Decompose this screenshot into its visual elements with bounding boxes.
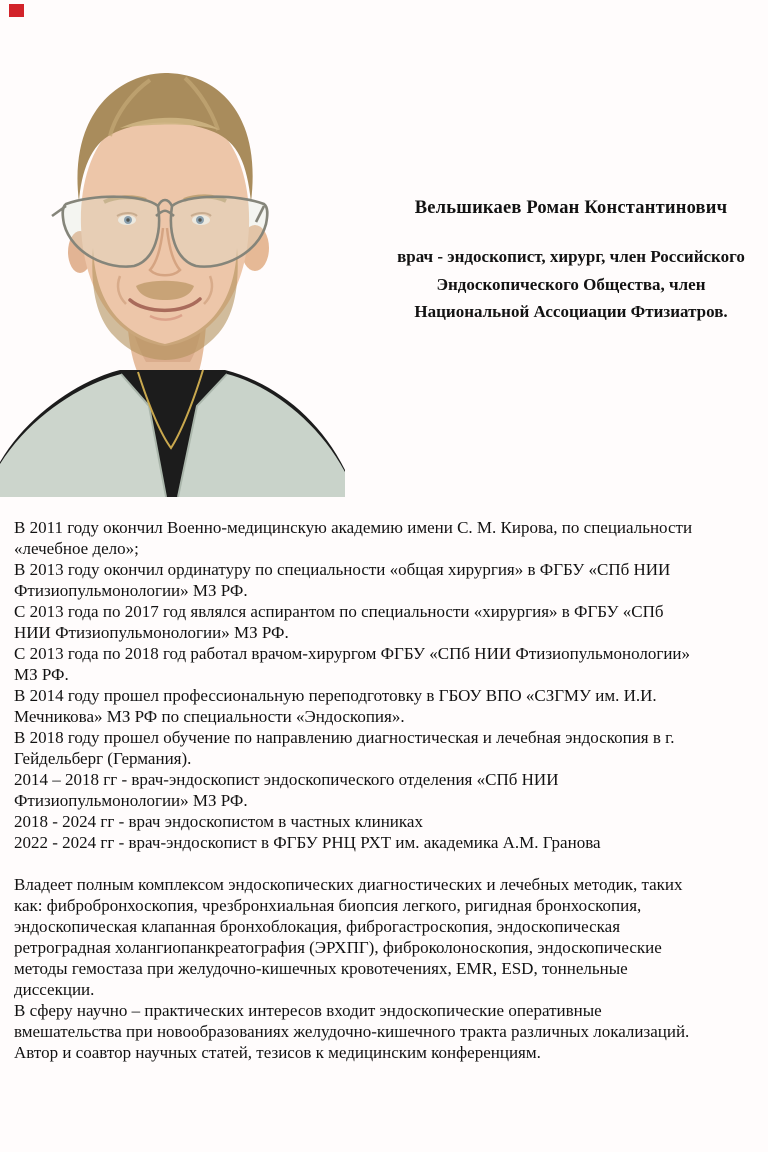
bio-paragraph: 2018 - 2024 гг - врач эндоскопистом в частных клиниках [14, 812, 423, 831]
biography-text [14, 517, 702, 1063]
bio-paragraph: В 2014 году прошел профессиональную переподготовку в ГБОУ ВПО «СЗГМУ им. И.И. Мечникова» МЗ РФ по специальности «Эндоскопия». [14, 686, 657, 726]
bio-paragraph: Владеет полным комплексом эндоскопических диагностических и лечебных методик, таких как: фибробронхоскопия, чрезбронхиальная биопсия легкого, ригидная бронхоскопия, эндоскопическая клапанная бронхоблокация, фиброгастроскопия, эндоскопическая ретроградная холангиопанкреатография (ЭРХПГ), фиброколоноскопия, эндоскопические методы гемостаза при желудочно-кишечных кровотечениях, EMR, ESD, тоннельные диссекции. [14, 875, 683, 999]
bio-paragraph: 2022 - 2024 гг - врач-эндоскопист в ФГБУ РНЦ РХТ им. академика А.М. Гранова [14, 833, 601, 852]
header-block [378, 196, 764, 326]
bio-paragraph: Автор и соавтор научных статей, тезисов к медицинским конференциям. [14, 1043, 541, 1062]
bio-paragraph: В 2018 году прошел обучение по направлению диагностическая и лечебная эндоскопия в г. Гейдельберг (Германия). [14, 728, 675, 768]
bio-paragraph: В 2011 году окончил Военно-медицинскую академию имени С. М. Кирова, по специальности «лечебное дело»; [14, 518, 693, 558]
doctor-portrait-photo [0, 70, 345, 497]
bio-paragraph: В 2013 году окончил ординатуру по специальности «общая хирургия» в ФГБУ «СПб НИИ Фтизиопульмонологии» МЗ РФ. [14, 560, 671, 600]
doctor-title: врач - эндоскопист, хирург, член Российского Эндоскопического Общества, член Национальной Ассоциации Фтизиатров. [397, 247, 745, 321]
doctor-name: Вельшикаев Роман Константинович [414, 198, 728, 218]
bio-paragraph: 2014 – 2018 гг - врач-эндоскопист эндоскопического отделения «СПб НИИ Фтизиопульмонологии» МЗ РФ. [14, 770, 559, 810]
bio-paragraph: С 2013 года по 2018 год работал врачом-хирургом ФГБУ «СПб НИИ Фтизиопульмонологии» МЗ РФ. [14, 644, 691, 684]
red-marker [9, 4, 24, 17]
bio-paragraph: В сферу научно – практических интересов входит эндоскопические оперативные вмешательства при новообразованиях желудочно-кишечного тракта различных локализаций. [14, 1001, 690, 1041]
paragraph-gap [14, 853, 702, 874]
bio-paragraph: С 2013 года по 2017 год являлся аспирантом по специальности «хирургия» в ФГБУ «СПб НИИ Фтизиопульмонологии» МЗ РФ. [14, 602, 664, 642]
doctor-portrait-illustration [0, 70, 345, 497]
